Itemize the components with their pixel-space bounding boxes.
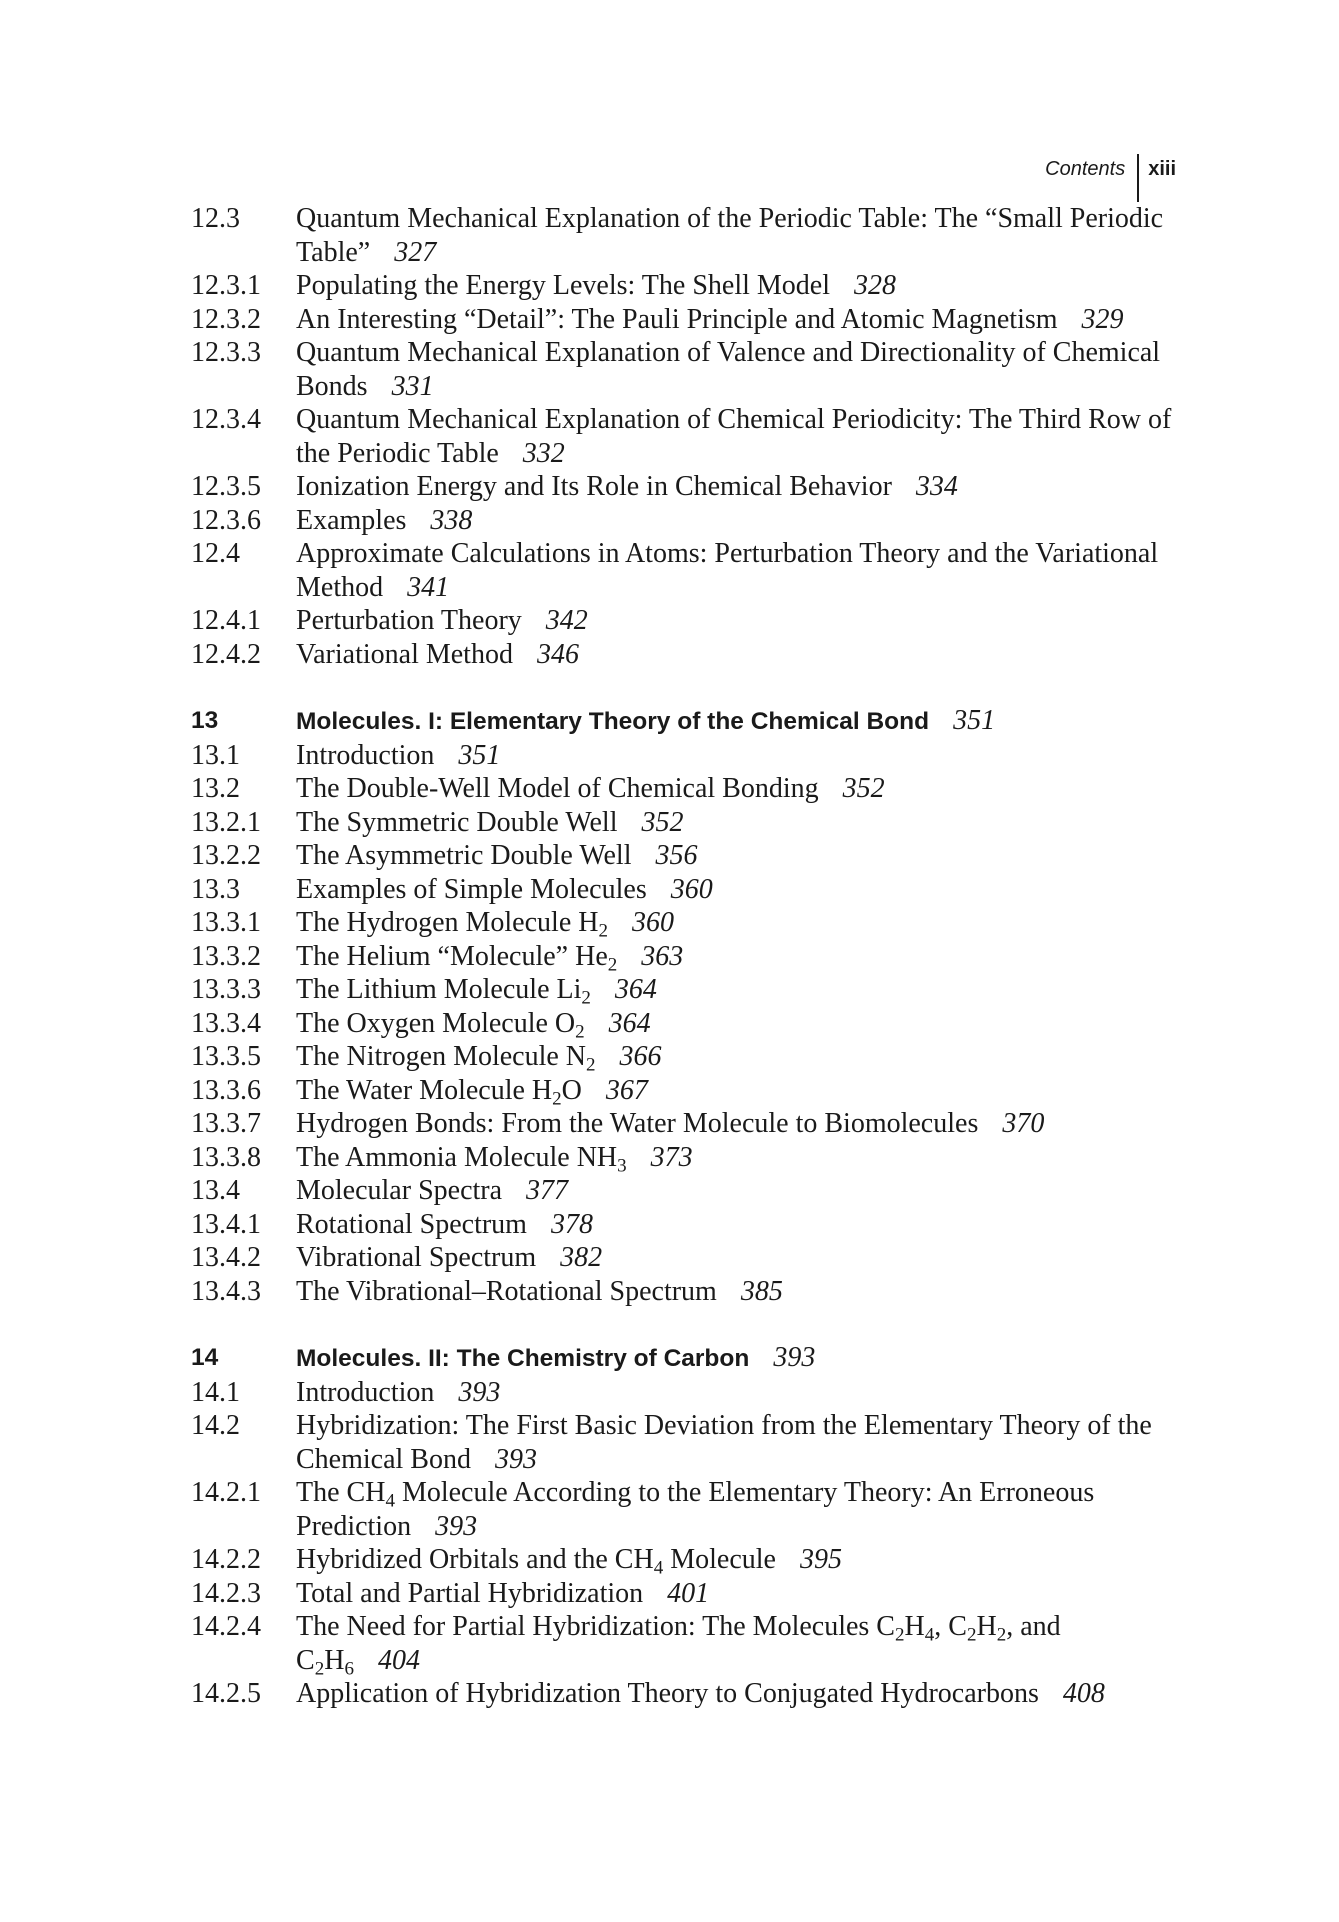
toc-entry <box>191 1074 1191 1108</box>
toc-entry <box>191 303 1191 337</box>
toc-entry <box>191 604 1191 638</box>
toc-page-number: 328 <box>854 270 896 301</box>
toc-section-title: Ionization Energy and Its Role in Chemical Behavior <box>296 471 892 502</box>
toc-page-number: 338 <box>430 504 473 536</box>
toc-entry <box>191 1610 1191 1680</box>
toc-entry <box>191 1577 1191 1611</box>
toc-page-number: 351 <box>953 705 996 736</box>
toc-entry <box>191 839 1191 873</box>
toc-section-number: 12.3.2 <box>191 303 261 335</box>
toc-chapter-entry <box>191 1341 1191 1376</box>
toc-entry <box>191 1040 1191 1074</box>
toc-page-number: 373 <box>650 1141 693 1173</box>
toc-section-title: Rotational Spectrum <box>296 1208 527 1240</box>
toc-section-title: The Nitrogen Molecule $N_2$ <box>296 1041 596 1076</box>
toc-section-title: Total and Partial Hybridization <box>296 1577 644 1609</box>
toc-page-number: 341 <box>407 571 450 603</box>
toc-entry <box>191 772 1191 806</box>
toc-section-title: Quantum Mechanical Explanation of Chemical Periodicity: The Third Row of the Periodic Table <box>296 404 1172 469</box>
toc-entry <box>191 1409 1191 1476</box>
toc-page-number: 366 <box>619 1041 662 1072</box>
toc-entry-text <box>296 1543 1191 1577</box>
subscript: 2 <box>581 987 591 1009</box>
toc-page-number: 332 <box>522 437 565 469</box>
toc-page-number: 393 <box>458 1376 501 1408</box>
toc-section-title: An Interesting “Detail”: The Pauli Principle and Atomic Magnetism <box>296 303 1058 335</box>
toc-entry <box>191 1174 1191 1208</box>
toc-entry <box>191 638 1191 672</box>
subscript: 2 <box>575 1021 585 1043</box>
subscript: 6 <box>344 1658 354 1680</box>
toc-section-title: The Vibrational–Rotational Spectrum <box>296 1275 717 1307</box>
toc-page-number: 327 <box>394 236 437 268</box>
toc-entry-text <box>296 973 1191 1007</box>
page-folio: xiii <box>1148 158 1176 180</box>
toc-entry-text <box>296 1208 1191 1242</box>
toc-section-number: 14.2.1 <box>191 1477 261 1508</box>
toc-section-number: 12.3.3 <box>191 337 261 368</box>
toc-entry-text <box>296 1341 1191 1376</box>
table-of-contents <box>191 202 1191 1711</box>
toc-entry-text <box>296 1476 1191 1543</box>
toc-entry <box>191 1476 1191 1543</box>
toc-section-title: Quantum Mechanical Explanation of Valence and Directionality of Chemical Bonds <box>296 337 1161 402</box>
toc-section-number: 13.3.8 <box>191 1141 261 1173</box>
toc-section-title: The Hydrogen Molecule $H_2$ <box>296 907 608 942</box>
toc-entry <box>191 1376 1191 1410</box>
toc-entry <box>191 1677 1191 1711</box>
toc-page-number: 352 <box>842 773 885 804</box>
toc-entry-text <box>296 470 1191 504</box>
toc-section-number: 12.3.5 <box>191 471 261 502</box>
toc-section-title: The Lithium Molecule $Li_2$ <box>296 974 591 1009</box>
subscript: 2 <box>598 920 608 942</box>
toc-entry-text <box>296 303 1191 337</box>
toc-section-title: Application of Hybridization Theory to Conjugated Hydrocarbons <box>296 1678 1039 1709</box>
toc-section-title: Examples <box>296 504 407 536</box>
toc-section-title: Variational Method <box>296 638 513 670</box>
toc-page-number: 364 <box>608 1007 651 1039</box>
toc-section-number: 14.2 <box>191 1410 240 1441</box>
subscript: 4 <box>385 1490 395 1512</box>
toc-section-number: 13.4 <box>191 1175 240 1206</box>
toc-section-number: 13 <box>191 707 219 734</box>
toc-page-number: 385 <box>740 1275 783 1307</box>
toc-entry-text <box>296 336 1191 403</box>
toc-entry-text <box>296 1275 1191 1309</box>
toc-entry-text <box>296 806 1191 840</box>
toc-section-number: 13.4.1 <box>191 1208 261 1240</box>
toc-section-number: 13.2.1 <box>191 806 261 838</box>
toc-page-number: 393 <box>435 1510 478 1542</box>
toc-entry <box>191 403 1191 470</box>
toc-entry <box>191 739 1191 773</box>
toc-section-title: The Water Molecule $H_2O$ <box>296 1074 582 1110</box>
toc-entry <box>191 806 1191 840</box>
toc-entry <box>191 1208 1191 1242</box>
toc-section-title: Examples of Simple Molecules <box>296 873 647 905</box>
toc-entry-text <box>296 269 1191 303</box>
toc-entry-text <box>296 202 1191 269</box>
toc-entry-text <box>296 1577 1191 1611</box>
toc-section-number: 13.3.1 <box>191 907 261 938</box>
toc-entry <box>191 873 1191 907</box>
toc-section-title: Molecular Spectra <box>296 1175 503 1206</box>
toc-page-number: 404 <box>377 1644 420 1676</box>
toc-page-number: 363 <box>641 940 684 972</box>
toc-entry <box>191 1275 1191 1309</box>
toc-entry <box>191 1543 1191 1577</box>
toc-entry-text <box>296 604 1191 638</box>
toc-section-title: The Symmetric Double Well <box>296 806 618 838</box>
toc-page-number: 393 <box>494 1443 537 1475</box>
toc-entry-text <box>296 1409 1191 1476</box>
toc-section-title: The Double-Well Model of Chemical Bonding <box>296 773 819 804</box>
toc-page-number: 329 <box>1081 303 1124 335</box>
toc-entry-text <box>296 1376 1191 1410</box>
toc-chapter-entry <box>191 704 1191 739</box>
toc-entry-text <box>296 772 1191 806</box>
toc-section-number: 12.4 <box>191 538 240 569</box>
running-head-label: Contents <box>1045 158 1126 180</box>
subscript: 2 <box>586 1054 596 1076</box>
running-head <box>1045 136 1176 202</box>
toc-section-number: 12.3.4 <box>191 404 261 435</box>
toc-section-title: The Helium “Molecule” $He_2$ <box>296 940 618 976</box>
toc-section-number: 13.3.5 <box>191 1041 261 1072</box>
toc-section-number: 13.3.7 <box>191 1108 261 1139</box>
toc-section-title: Introduction <box>296 739 435 771</box>
toc-section-title: The Need for Partial Hybridization: The Molecules $C_2H_4$, $C_2H_2$, and $C_2H_6$ <box>296 1611 1061 1680</box>
toc-page-number: 364 <box>614 974 657 1005</box>
toc-entry <box>191 336 1191 403</box>
toc-page-number: 356 <box>655 840 698 871</box>
running-head-divider <box>1137 154 1139 202</box>
subscript: 4 <box>653 1557 664 1579</box>
toc-entry-text <box>296 1141 1191 1175</box>
toc-section-title: Molecules. II: The Chemistry of Carbon <box>296 1345 750 1372</box>
toc-entry <box>191 1007 1191 1041</box>
toc-entry <box>191 973 1191 1007</box>
toc-section-title: Perturbation Theory <box>296 605 522 636</box>
subscript: 2 <box>894 1624 905 1646</box>
toc-entry-text <box>296 739 1191 773</box>
subscript: 4 <box>924 1624 935 1646</box>
toc-section-title: The Ammonia Molecule $NH_3$ <box>296 1141 627 1177</box>
subscript: 2 <box>966 1624 977 1646</box>
toc-section-title: The Asymmetric Double Well <box>296 840 632 871</box>
toc-page-number: 352 <box>641 806 684 838</box>
toc-entry-text <box>296 906 1191 940</box>
subscript: 2 <box>314 1658 325 1680</box>
toc-entry <box>191 1107 1191 1141</box>
toc-page-number: 370 <box>1002 1108 1045 1139</box>
toc-section-title: Molecules. I: Elementary Theory of the Chemical Bond <box>296 708 930 735</box>
toc-section-number: 14.2.4 <box>191 1611 261 1642</box>
toc-entry-text <box>296 1677 1191 1711</box>
toc-entry-text <box>296 873 1191 907</box>
toc-entry-text <box>296 1241 1191 1275</box>
toc-section-title: Hydrogen Bonds: From the Water Molecule to Biomolecules <box>296 1108 979 1139</box>
toc-entry <box>191 906 1191 940</box>
toc-page-number: 342 <box>545 605 588 636</box>
toc-page-number: 334 <box>915 471 958 502</box>
toc-page-number: 331 <box>391 370 434 402</box>
toc-entry-text <box>296 403 1191 470</box>
toc-page-number: 360 <box>631 907 674 938</box>
toc-section-number: 13.2.2 <box>191 840 261 871</box>
toc-section-number: 13.2 <box>191 773 240 804</box>
toc-page-number: 367 <box>605 1074 648 1106</box>
toc-entry-text <box>296 940 1191 974</box>
toc-page-number: 382 <box>560 1242 603 1273</box>
toc-entry-text <box>296 1610 1191 1680</box>
toc-page-number: 401 <box>667 1577 710 1609</box>
toc-section-number: 13.3.3 <box>191 974 261 1005</box>
toc-entry-text <box>296 638 1191 672</box>
toc-section-number: 12.3.6 <box>191 504 261 536</box>
toc-section-number: 14.2.2 <box>191 1544 261 1575</box>
toc-section-number: 14.2.5 <box>191 1678 261 1709</box>
toc-entry-text <box>296 537 1191 604</box>
toc-section-number: 12.4.2 <box>191 638 261 670</box>
toc-entry-text <box>296 1040 1191 1074</box>
toc-section-number: 14 <box>191 1344 219 1371</box>
toc-entry-text <box>296 504 1191 538</box>
toc-section-number: 12.4.1 <box>191 605 261 636</box>
toc-page-number: 395 <box>799 1544 842 1575</box>
subscript: 3 <box>617 1155 627 1177</box>
toc-section-title: The $CH_4$ Molecule According to the Elementary Theory: An Erroneous Prediction <box>296 1477 1095 1542</box>
toc-entry <box>191 537 1191 604</box>
toc-entry <box>191 504 1191 538</box>
toc-entry-text <box>296 1007 1191 1041</box>
toc-entry-text <box>296 1174 1191 1208</box>
toc-section-number: 14.2.3 <box>191 1577 261 1609</box>
toc-page-number: 360 <box>670 873 713 905</box>
toc-section-number: 13.4.2 <box>191 1242 261 1273</box>
toc-section-title: Populating the Energy Levels: The Shell Model <box>296 270 830 301</box>
toc-section-number: 13.3.2 <box>191 940 261 972</box>
toc-page-number: 351 <box>458 739 501 771</box>
toc-entry-text <box>296 1107 1191 1141</box>
toc-section-number: 13.4.3 <box>191 1275 261 1307</box>
toc-page-number: 408 <box>1062 1678 1105 1709</box>
toc-entry <box>191 1241 1191 1275</box>
toc-entry-text <box>296 704 1191 739</box>
toc-entry-text <box>296 839 1191 873</box>
subscript: 2 <box>607 954 618 976</box>
subscript: 2 <box>552 1088 562 1110</box>
toc-section-number: 13.3.4 <box>191 1007 261 1039</box>
toc-entry <box>191 940 1191 974</box>
toc-section-title: The Oxygen Molecule $O_2$ <box>296 1007 585 1043</box>
toc-page-number: 346 <box>536 638 579 670</box>
toc-section-number: 13.1 <box>191 739 240 771</box>
toc-section-number: 14.1 <box>191 1376 240 1408</box>
toc-entry <box>191 269 1191 303</box>
toc-entry <box>191 470 1191 504</box>
toc-entry-text <box>296 1074 1191 1108</box>
toc-page-number: 393 <box>773 1342 816 1373</box>
toc-page-number: 377 <box>526 1175 569 1206</box>
toc-section-title: Quantum Mechanical Explanation of the Periodic Table: The “Small Periodic Table” <box>296 203 1164 268</box>
toc-entry <box>191 1141 1191 1175</box>
toc-section-title: Approximate Calculations in Atoms: Perturbation Theory and the Variational Method <box>296 538 1159 603</box>
toc-section-title: Hybridization: The First Basic Deviation from the Elementary Theory of the Chemical Bond <box>296 1410 1152 1475</box>
toc-section-title: Hybridized Orbitals and the $CH_4$ Molecule <box>296 1544 776 1579</box>
toc-section-number: 13.3.6 <box>191 1074 261 1106</box>
subscript: 2 <box>996 1624 1007 1646</box>
toc-section-title: Vibrational Spectrum <box>296 1242 537 1273</box>
toc-section-number: 13.3 <box>191 873 240 905</box>
toc-page-number: 378 <box>550 1208 593 1240</box>
toc-section-title: Introduction <box>296 1376 435 1408</box>
toc-section-number: 12.3.1 <box>191 270 261 301</box>
toc-entry <box>191 202 1191 269</box>
toc-section-number: 12.3 <box>191 203 240 234</box>
